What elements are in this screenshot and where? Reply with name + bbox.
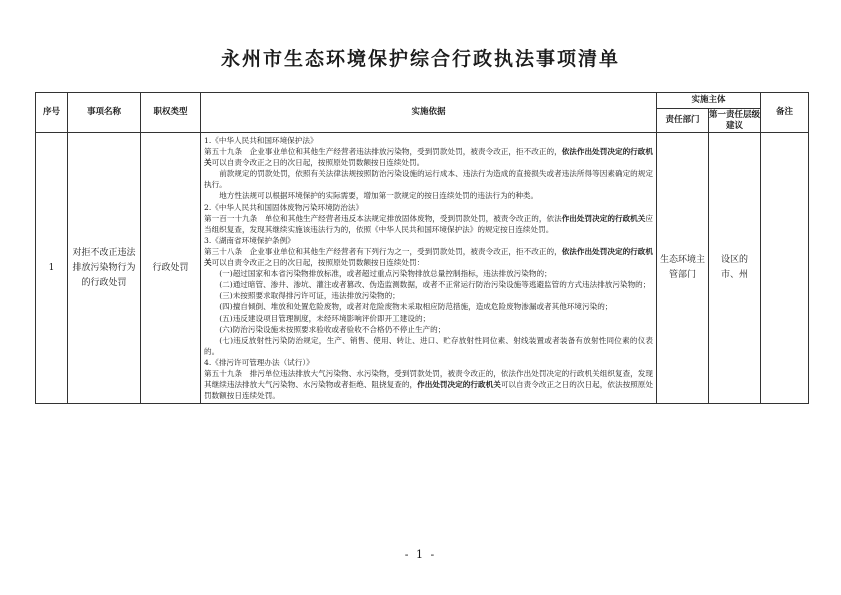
row-level: 设区的市、州 — [709, 133, 761, 404]
table-row — [36, 133, 809, 404]
basis-paragraph — [204, 268, 653, 279]
basis-bold-text: 作出处罚决定的行政机关 — [417, 380, 501, 390]
basis-paragraph — [204, 202, 653, 213]
header-seq: 序号 — [36, 93, 68, 133]
header-item-name: 事项名称 — [68, 93, 141, 133]
header-basis: 实施依据 — [201, 93, 657, 133]
row-item-name: 对拒不改正违法排放污染物行为的行政处罚 — [68, 133, 141, 404]
basis-text: (二)通过暗管、渗井、渗坑、灌注或者篡改、伪造监测数据，或者不正常运行防治污染设施等逃避监管的方式违法排放污染物的； — [219, 280, 651, 290]
basis-text: 第一百一十九条 单位和其他生产经营者违反本法规定排放固体废物，受到罚款处罚，被责令改正的，依法 — [204, 213, 562, 223]
basis-paragraph — [204, 313, 653, 324]
basis-paragraph — [204, 290, 653, 301]
row-seq: 1 — [36, 133, 68, 404]
basis-text: 前款规定的罚款处罚，依照有关法律法规按照防治污染设施的运行成本、违法行为造成的直接损失或者违法所得等因素确定的规定执行。 — [204, 169, 653, 190]
basis-text: (五)违反建设项目管理制度，未经环境影响评价即开工建设的； — [219, 313, 431, 323]
row-power-type: 行政处罚 — [141, 133, 201, 404]
basis-paragraph — [204, 235, 653, 246]
basis-text: 2.《中华人民共和国固体废物污染环境防治法》 — [204, 202, 364, 212]
basis-text: 第五十九条 排污单位违法排放大气污染物、水污染物，受到罚款处罚，被责令改正的，依法作出处罚决定的行政机关组织复查，发现其继续违法排放大气污染物、水污染物或者拒绝、阻挠复查的， — [204, 368, 653, 390]
basis-text: 第五十九条 企业事业单位和其他生产经营者违法排放污染物，受到罚款处罚，被责令改正，拒不改正的， — [204, 147, 562, 157]
basis-paragraph — [204, 357, 653, 368]
basis-paragraph — [204, 279, 653, 290]
row-dept: 生态环境主管部门 — [657, 133, 709, 404]
basis-text: 地方性法规可以根据环境保护的实际需要，增加第一款规定的按日连续处罚的违法行为的种类。 — [219, 191, 539, 201]
basis-paragraph — [204, 190, 653, 201]
basis-text: 第三十八条 企业事业单位和其他生产经营者有下列行为之一，受到罚款处罚，被责令改正，拒不改正的， — [204, 246, 562, 256]
basis-text: 3.《湖南省环境保护条例》 — [204, 235, 295, 245]
basis-text: 4.《排污许可管理办法（试行）》 — [204, 357, 314, 367]
basis-text: 可以自责令改正之日的次日起，依法按照原处罚数额按日连续处罚。 — [204, 380, 654, 401]
basis-bold-text: 依法作出处罚决定的行政机关 — [204, 147, 653, 168]
basis-text: 1.《中华人民共和国环境保护法》 — [204, 136, 318, 145]
basis-text: (七)违反放射性污染防治规定，生产、销售、使用、转让、进口、贮存放射性同位素、射线装置或者装备有放射性同位素的仪表的。 — [204, 335, 653, 356]
basis-paragraph — [204, 135, 653, 146]
basis-paragraph — [204, 168, 653, 190]
basis-paragraph — [204, 146, 653, 168]
basis-paragraph — [204, 324, 653, 335]
basis-text: (四)擅自倾倒、堆放和处置危险废物，或者对危险废物未采取相应防范措施，造成危险废物渗漏或者其他环境污染的； — [219, 302, 613, 312]
header-dept: 责任部门 — [657, 109, 709, 133]
basis-text: 可以自责令改正之日的次日起，按照原处罚数额按日连续处罚： — [211, 258, 425, 268]
basis-paragraph — [204, 335, 653, 357]
header-remark: 备注 — [761, 93, 809, 133]
header-level: 第一责任层级建议 — [709, 109, 761, 131]
row-remark — [761, 133, 809, 404]
basis-paragraph — [204, 301, 653, 312]
basis-text: (六)防治污染设施未按照要求验收或者验收不合格仍不停止生产的； — [219, 324, 446, 334]
page-number: - 1 - — [404, 548, 437, 561]
document-title: 永州市生态环境保护综合行政执法事项清单 — [220, 48, 620, 70]
basis-paragraph — [204, 368, 653, 401]
basis-paragraph — [204, 213, 653, 235]
basis-text: 应当组织复查，发现其继续实施该违法行为的，依照《中华人民共和国环境保护法》的规定按日连续处罚。 — [204, 213, 653, 234]
basis-bold-text: 依法作出处罚决定的行政机关 — [204, 246, 653, 268]
basis-bold-text: 作出处罚决定的行政机关 — [561, 213, 646, 223]
basis-text: (三)未按照要求取得排污许可证，违法排放污染物的； — [219, 291, 400, 301]
basis-paragraph — [204, 246, 653, 268]
basis-text: (一)超过国家和本省污染物排放标准，或者超过重点污染物排放总量控制指标，违法排放污染物的； — [219, 269, 552, 279]
row-basis — [201, 133, 657, 404]
basis-text: 可以自责令改正之日的次日起，按照原处罚数额按日连续处罚。 — [211, 158, 425, 168]
header-subject: 实施主体 — [657, 93, 761, 109]
enforcement-items-table — [35, 92, 809, 404]
header-power-type: 职权类型 — [141, 93, 201, 133]
